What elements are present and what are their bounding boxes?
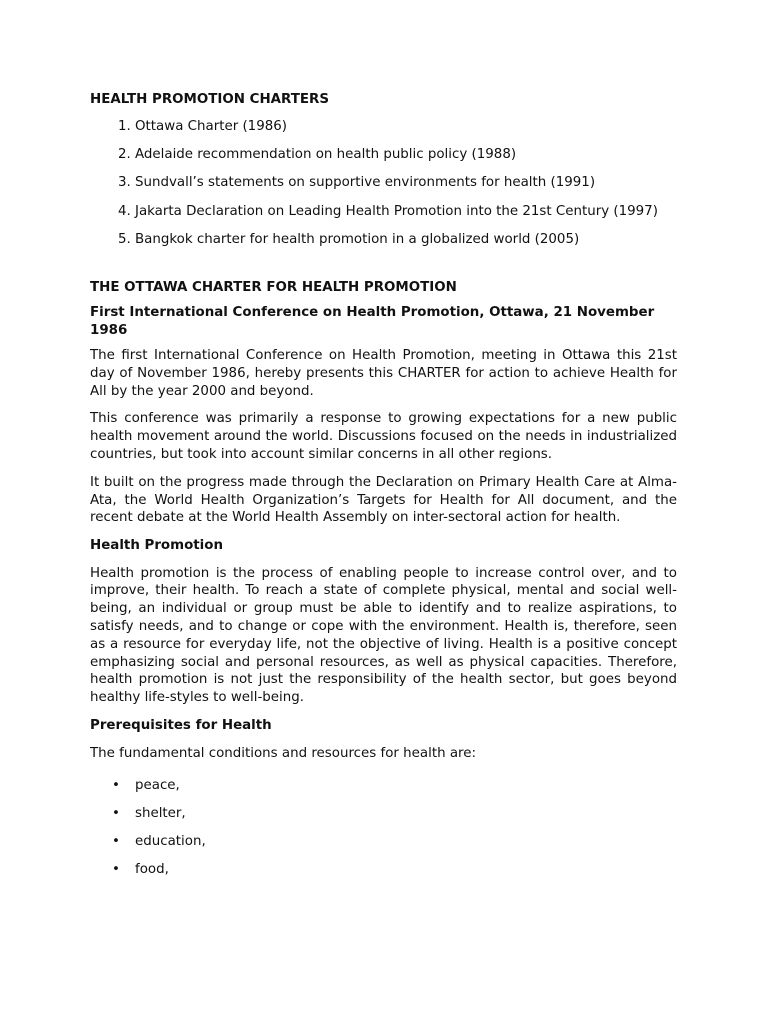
document-title: HEALTH PROMOTION CHARTERS xyxy=(90,92,329,107)
bullet-icon: • xyxy=(112,778,120,794)
list-item xyxy=(135,198,677,226)
charter-label: Sundvall’s statements on supportive environments for health (1991) xyxy=(135,175,596,191)
list-item xyxy=(135,141,677,169)
conference-title: First International Conference on Health Promotion, Ottawa, 21 November 1986 xyxy=(90,305,655,338)
document-page xyxy=(90,92,677,884)
prerequisites-list xyxy=(90,772,677,884)
prerequisites-heading: Prerequisites for Health xyxy=(90,718,272,734)
intro-paragraph: It built on the progress made through the Declaration on Primary Health Care at Alma-Ata, the World Health Organization’s Targets for Health for All document, and the recent debate at the World Health Assembly on inter-sectoral action for health. xyxy=(90,474,677,526)
intro-paragraph: This conference was primarily a response to growing expectations for a new public health movement around the world. Discussions focused on the needs in industrialized countries, but took into account similar concerns in all other regions. xyxy=(90,411,677,462)
list-item xyxy=(90,800,677,828)
bullet-icon: • xyxy=(112,834,120,850)
intro-paragraph: The first International Conference on Health Promotion, meeting in Ottawa this 21st day of November 1986, hereby presents this CHARTER for action to achieve Health for All by the year 2000 and beyond. xyxy=(90,348,677,399)
bullet-icon: • xyxy=(112,862,120,878)
prerequisites-intro: The fundamental conditions and resources for health are: xyxy=(90,745,476,761)
prerequisite-label: education, xyxy=(135,834,206,850)
list-item xyxy=(90,856,677,884)
charter-label: Bangkok charter for health promotion in a globalized world (2005) xyxy=(135,231,580,247)
prerequisite-label: food, xyxy=(135,862,169,878)
charter-label: Jakarta Declaration on Leading Health Promotion into the 21st Century (1997) xyxy=(135,203,658,219)
charters-list xyxy=(90,113,677,254)
bullet-icon: • xyxy=(112,806,120,822)
list-item xyxy=(135,169,677,197)
list-item xyxy=(135,226,677,254)
prerequisite-label: peace, xyxy=(135,778,180,794)
list-item xyxy=(90,828,677,856)
list-item xyxy=(90,772,677,800)
health-promotion-paragraph: Health promotion is the process of enabling people to increase control over, and to improve, their health. To reach a state of complete physical, mental and social well-being, an individual or group must be able to identify and to realize aspirations, to satisfy needs, and to change or cope with the environment. Health is, therefore, seen as a resource for everyday life, not the objective of living. Health is a positive concept emphasizing social and personal resources, as well as physical capacities. Therefore, health promotion is not just the responsibility of the health sector, but goes beyond healthy life-styles to well-being. xyxy=(90,565,677,706)
health-promotion-heading: Health Promotion xyxy=(90,538,224,554)
section-title: THE OTTAWA CHARTER FOR HEALTH PROMOTION xyxy=(90,280,457,296)
charter-label: Ottawa Charter (1986) xyxy=(135,119,287,134)
charter-label: Adelaide recommendation on health public policy (1988) xyxy=(135,147,517,163)
list-item xyxy=(135,113,677,141)
prerequisite-label: shelter, xyxy=(135,806,186,822)
